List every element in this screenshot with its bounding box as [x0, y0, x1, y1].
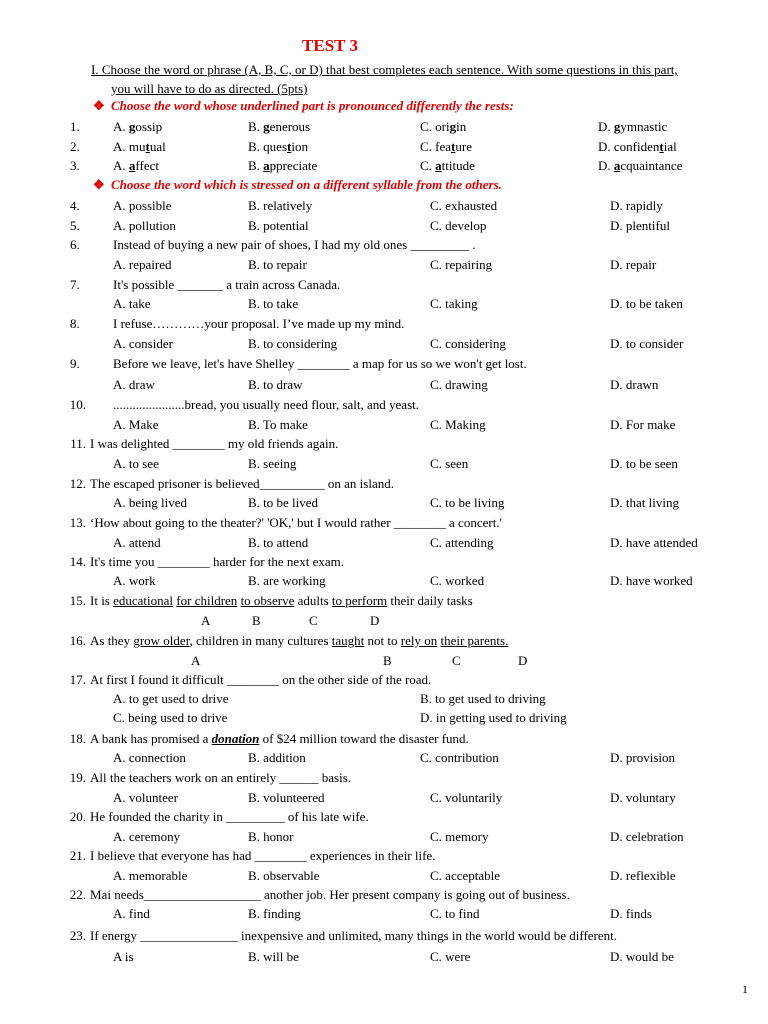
- option-c[interactable]: C. considering: [430, 336, 506, 351]
- question-number: 23.: [69, 928, 86, 943]
- option-a[interactable]: A. gossip: [113, 119, 163, 134]
- option-d[interactable]: D. voluntary: [610, 790, 676, 805]
- question-text: Instead of buying a new pair of shoes, I had my old ones _________ .: [113, 237, 476, 252]
- option-b[interactable]: B. observable: [248, 868, 320, 883]
- option-c[interactable]: C. drawing: [430, 377, 488, 392]
- option-d[interactable]: D. reflexible: [610, 868, 676, 883]
- option-c[interactable]: C. attending: [430, 535, 494, 550]
- option-a[interactable]: A. mutual: [113, 139, 166, 154]
- question-number: 14.: [69, 554, 86, 569]
- question-number: 12.: [69, 476, 86, 491]
- option-d[interactable]: D. rapidly: [610, 198, 663, 213]
- option-a[interactable]: A. work: [113, 573, 156, 588]
- underline-letter-c: C: [452, 653, 461, 668]
- emphasized-word: donation: [211, 731, 260, 746]
- option-a[interactable]: A. memorable: [113, 868, 188, 883]
- option-b[interactable]: B. generous: [248, 119, 311, 134]
- option-d[interactable]: D. celebration: [610, 829, 684, 844]
- option-b[interactable]: B. to attend: [248, 535, 309, 550]
- option-a[interactable]: A. draw: [113, 377, 155, 392]
- question-number: 16.: [69, 633, 86, 648]
- instruction-line-2: you will have to do as directed. (5pts): [111, 81, 308, 96]
- question-number: 5.: [70, 218, 80, 233]
- diamond-bullet-icon: ❖: [93, 177, 105, 192]
- option-a[interactable]: A. take: [113, 296, 151, 311]
- option-b[interactable]: B. are working: [248, 573, 326, 588]
- option-d[interactable]: D. provision: [610, 750, 675, 765]
- option-b[interactable]: B. potential: [248, 218, 309, 233]
- question-number: 20.: [69, 809, 86, 824]
- question-number: 21.: [69, 848, 86, 863]
- test-title: TEST 3: [302, 36, 358, 55]
- option-c[interactable]: C. repairing: [430, 257, 493, 272]
- option-b[interactable]: B. honor: [248, 829, 294, 844]
- option-c[interactable]: C. contribution: [420, 750, 499, 765]
- option-d[interactable]: D. to consider: [610, 336, 684, 351]
- option-a[interactable]: A. ceremony: [113, 829, 181, 844]
- option-d[interactable]: D. in getting used to driving: [420, 710, 567, 725]
- option-c[interactable]: C. to be living: [430, 495, 505, 510]
- question-text: If energy _______________ inexpensive and unlimited, many things in the world would be different.: [90, 928, 618, 943]
- option-c[interactable]: C. being used to drive: [113, 710, 228, 725]
- option-d[interactable]: D. that living: [610, 495, 679, 510]
- option-c[interactable]: C. worked: [430, 573, 485, 588]
- option-d[interactable]: D. have worked: [610, 573, 693, 588]
- question-number: 8.: [70, 316, 80, 331]
- question-number: 15.: [69, 593, 86, 608]
- question-text: It's possible _______ a train across Canada.: [113, 277, 341, 292]
- underline-letter-c: C: [309, 613, 318, 628]
- option-c[interactable]: C. feature: [420, 139, 472, 154]
- option-a[interactable]: A. pollution: [113, 218, 176, 233]
- option-b[interactable]: B. addition: [248, 750, 306, 765]
- option-c[interactable]: C. taking: [430, 296, 478, 311]
- option-d[interactable]: D. plentiful: [610, 218, 670, 233]
- underline-letter-a: A: [201, 613, 211, 628]
- question-text: The escaped prisoner is believed__________ on an island.: [90, 476, 394, 491]
- diamond-bullet-icon: ❖: [93, 98, 105, 113]
- option-d[interactable]: D. drawn: [610, 377, 659, 392]
- option-c[interactable]: C. origin: [420, 119, 467, 134]
- option-b[interactable]: B. To make: [248, 417, 308, 432]
- question-text: As they grow older, children in many cultures taught not to rely on their parents.: [90, 633, 509, 648]
- question-number: 13.: [69, 515, 86, 530]
- option-d[interactable]: D. gymnastic: [598, 119, 668, 134]
- option-a[interactable]: A. to get used to drive: [113, 691, 229, 706]
- option-a[interactable]: A. affect: [113, 158, 159, 173]
- option-a[interactable]: A. repaired: [113, 257, 172, 272]
- option-b[interactable]: B. to considering: [248, 336, 338, 351]
- underline-letter-b: B: [383, 653, 392, 668]
- question-number: 18.: [69, 731, 86, 746]
- question-number: 22.: [69, 887, 86, 902]
- option-b[interactable]: B. will be: [248, 949, 299, 964]
- question-text: He founded the charity in _________ of his late wife.: [90, 809, 369, 824]
- question-number: 2.: [70, 139, 80, 154]
- question-number: 1.: [70, 119, 80, 134]
- option-d[interactable]: D. confidential: [598, 139, 677, 154]
- option-d[interactable]: D. have attended: [610, 535, 698, 550]
- question-text: Mai needs__________________ another job. Her present company is going out of business.: [90, 887, 570, 902]
- option-d[interactable]: D. finds: [610, 906, 652, 921]
- question-text: It is educational for children to observe adults to perform their daily tasks: [90, 593, 473, 608]
- option-a[interactable]: A. attend: [113, 535, 161, 550]
- question-number: 10.: [69, 397, 86, 412]
- underline-letter-b: B: [252, 613, 261, 628]
- option-a[interactable]: A. find: [113, 906, 150, 921]
- option-c[interactable]: C. exhausted: [430, 198, 498, 213]
- question-number: 3.: [70, 158, 80, 173]
- option-b[interactable]: B. to repair: [248, 257, 307, 272]
- option-a[interactable]: A is: [113, 949, 134, 964]
- question-text: All the teachers work on an entirely ______ basis.: [90, 770, 352, 785]
- question-number: 6.: [70, 237, 80, 252]
- option-c[interactable]: C. Making: [430, 417, 486, 432]
- option-d[interactable]: D. would be: [610, 949, 674, 964]
- option-b[interactable]: B. appreciate: [248, 158, 318, 173]
- question-text: ‘How about going to the theater?' 'OK,' but I would rather ________ a concert.': [90, 515, 502, 530]
- section-heading-stress: ❖ Choose the word which is stressed on a different syllable from the others.: [93, 177, 502, 192]
- section-heading-pronunciation: ❖ Choose the word whose underlined part is pronounced differently the rests:: [93, 98, 514, 113]
- option-b[interactable]: B. relatively: [248, 198, 313, 213]
- option-a[interactable]: A. connection: [113, 750, 186, 765]
- underline-letter-d: D: [370, 613, 380, 628]
- question-text: I believe that everyone has had ________ experiences in their life.: [90, 848, 436, 863]
- instruction-line-1: I. Choose the word or phrase (A, B, C, or D) that best completes each sentence. With some questions in this part,: [91, 62, 678, 77]
- option-b[interactable]: B. to be lived: [248, 495, 319, 510]
- underline-letter-a: A: [191, 653, 201, 668]
- question-text: A bank has promised a donation of $24 million toward the disaster fund.: [90, 731, 469, 746]
- option-b[interactable]: B. to draw: [248, 377, 303, 392]
- option-c[interactable]: C. were: [430, 949, 471, 964]
- instruction: [91, 60, 731, 98]
- question-text: ......................bread, you usually need flour, salt, and yeast.: [113, 397, 419, 412]
- underline-letter-d: D: [518, 653, 528, 668]
- option-d[interactable]: D. For make: [610, 417, 676, 432]
- option-a[interactable]: A. to see: [113, 456, 159, 471]
- option-c[interactable]: C. to find: [430, 906, 480, 921]
- option-d[interactable]: D. to be taken: [610, 296, 683, 311]
- option-c[interactable]: C. seen: [430, 456, 469, 471]
- option-b[interactable]: B. question: [248, 139, 308, 154]
- question-number: 9.: [70, 356, 80, 371]
- option-a[interactable]: A. Make: [113, 417, 159, 432]
- option-d[interactable]: D. repair: [610, 257, 657, 272]
- option-d[interactable]: D. to be seen: [610, 456, 678, 471]
- option-c[interactable]: C. acceptable: [430, 868, 501, 883]
- question-number: 7.: [70, 277, 80, 292]
- option-a[interactable]: A. possible: [113, 198, 172, 213]
- question-number: 17.: [69, 672, 86, 687]
- page-number: 1: [742, 982, 748, 996]
- option-a[interactable]: A. consider: [113, 336, 173, 351]
- question-number: 19.: [69, 770, 86, 785]
- option-b[interactable]: B. seeing: [248, 456, 297, 471]
- question-number: 11.: [70, 436, 86, 451]
- option-a[interactable]: A. being lived: [113, 495, 188, 510]
- option-b[interactable]: B. finding: [248, 906, 301, 921]
- option-c[interactable]: C. memory: [430, 829, 489, 844]
- option-c[interactable]: C. voluntarily: [430, 790, 503, 805]
- option-a[interactable]: A. volunteer: [113, 790, 178, 805]
- option-d[interactable]: D. acquaintance: [598, 158, 683, 173]
- option-b[interactable]: B. volunteered: [248, 790, 325, 805]
- question-text: I refuse…………your proposal. I’ve made up my mind.: [113, 316, 405, 331]
- question-number: 4.: [70, 198, 80, 213]
- question-text: At first I found it difficult ________ on the other side of the road.: [90, 672, 432, 687]
- question-text: It's time you ________ harder for the next exam.: [90, 554, 344, 569]
- question-text: I was delighted ________ my old friends again.: [90, 436, 339, 451]
- option-b[interactable]: B. to get used to driving: [420, 691, 546, 706]
- question-text: Before we leave, let's have Shelley ________ a map for us so we won't get lost.: [113, 356, 527, 371]
- option-c[interactable]: C. attitude: [420, 158, 475, 173]
- option-c[interactable]: C. develop: [430, 218, 487, 233]
- option-b[interactable]: B. to take: [248, 296, 299, 311]
